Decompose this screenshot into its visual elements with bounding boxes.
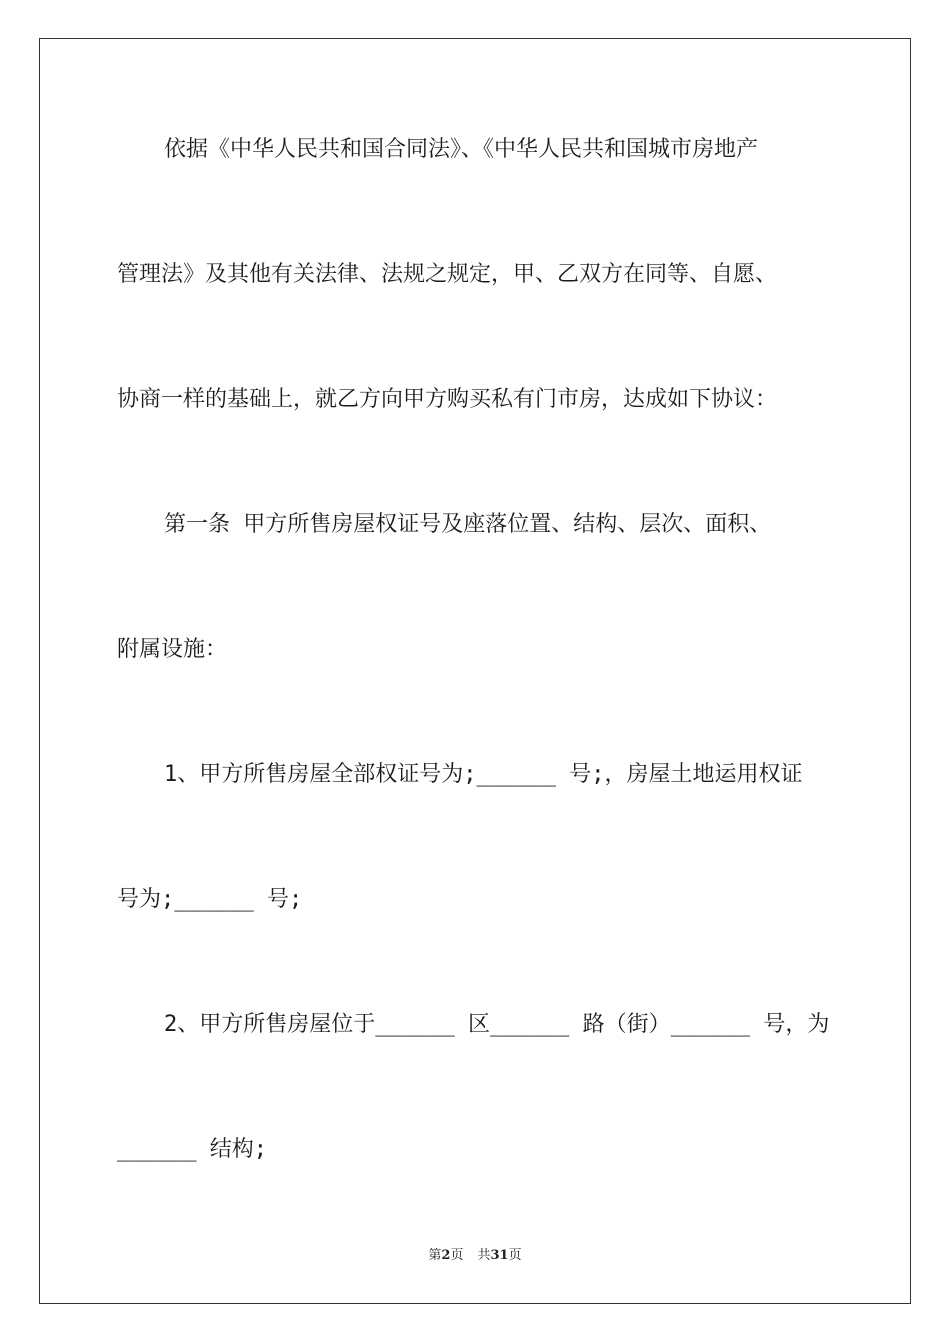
total-prefix: 共	[477, 1248, 491, 1263]
clause-2-line-1: 2、甲方所售房屋位于______ 区______ 路（街）______ 号，为	[164, 1012, 830, 1037]
page-suffix: 页	[450, 1248, 464, 1263]
page-border	[39, 38, 911, 1304]
total-suffix: 页	[508, 1248, 522, 1263]
page-number: 2	[441, 1248, 451, 1263]
article-1-heading-cont: 附属设施：	[117, 637, 228, 662]
total-pages: 31	[490, 1248, 509, 1263]
clause-2-line-2: ______ 结构;	[117, 1137, 267, 1162]
clause-1-line-2: 号为;______ 号;	[117, 887, 303, 912]
page-prefix: 第	[428, 1248, 442, 1263]
article-1-heading: 第一条 甲方所售房屋权证号及座落位置、结构、层次、面积、	[164, 512, 772, 537]
paragraph-line-3: 协商一样的基础上，就乙方向甲方购买私有门市房，达成如下协议：	[117, 387, 778, 412]
page-footer	[0, 1246, 950, 1266]
clause-1-line-1: 1、甲方所售房屋全部权证号为;______ 号;，房屋土地运用权证	[164, 762, 803, 787]
paragraph-line-2: 管理法》及其他有关法律、法规之规定，甲、乙双方在同等、自愿、	[117, 262, 778, 287]
paragraph-line-1: 依据《中华人民共和国合同法》、《中华人民共和国城市房地产	[164, 137, 759, 162]
